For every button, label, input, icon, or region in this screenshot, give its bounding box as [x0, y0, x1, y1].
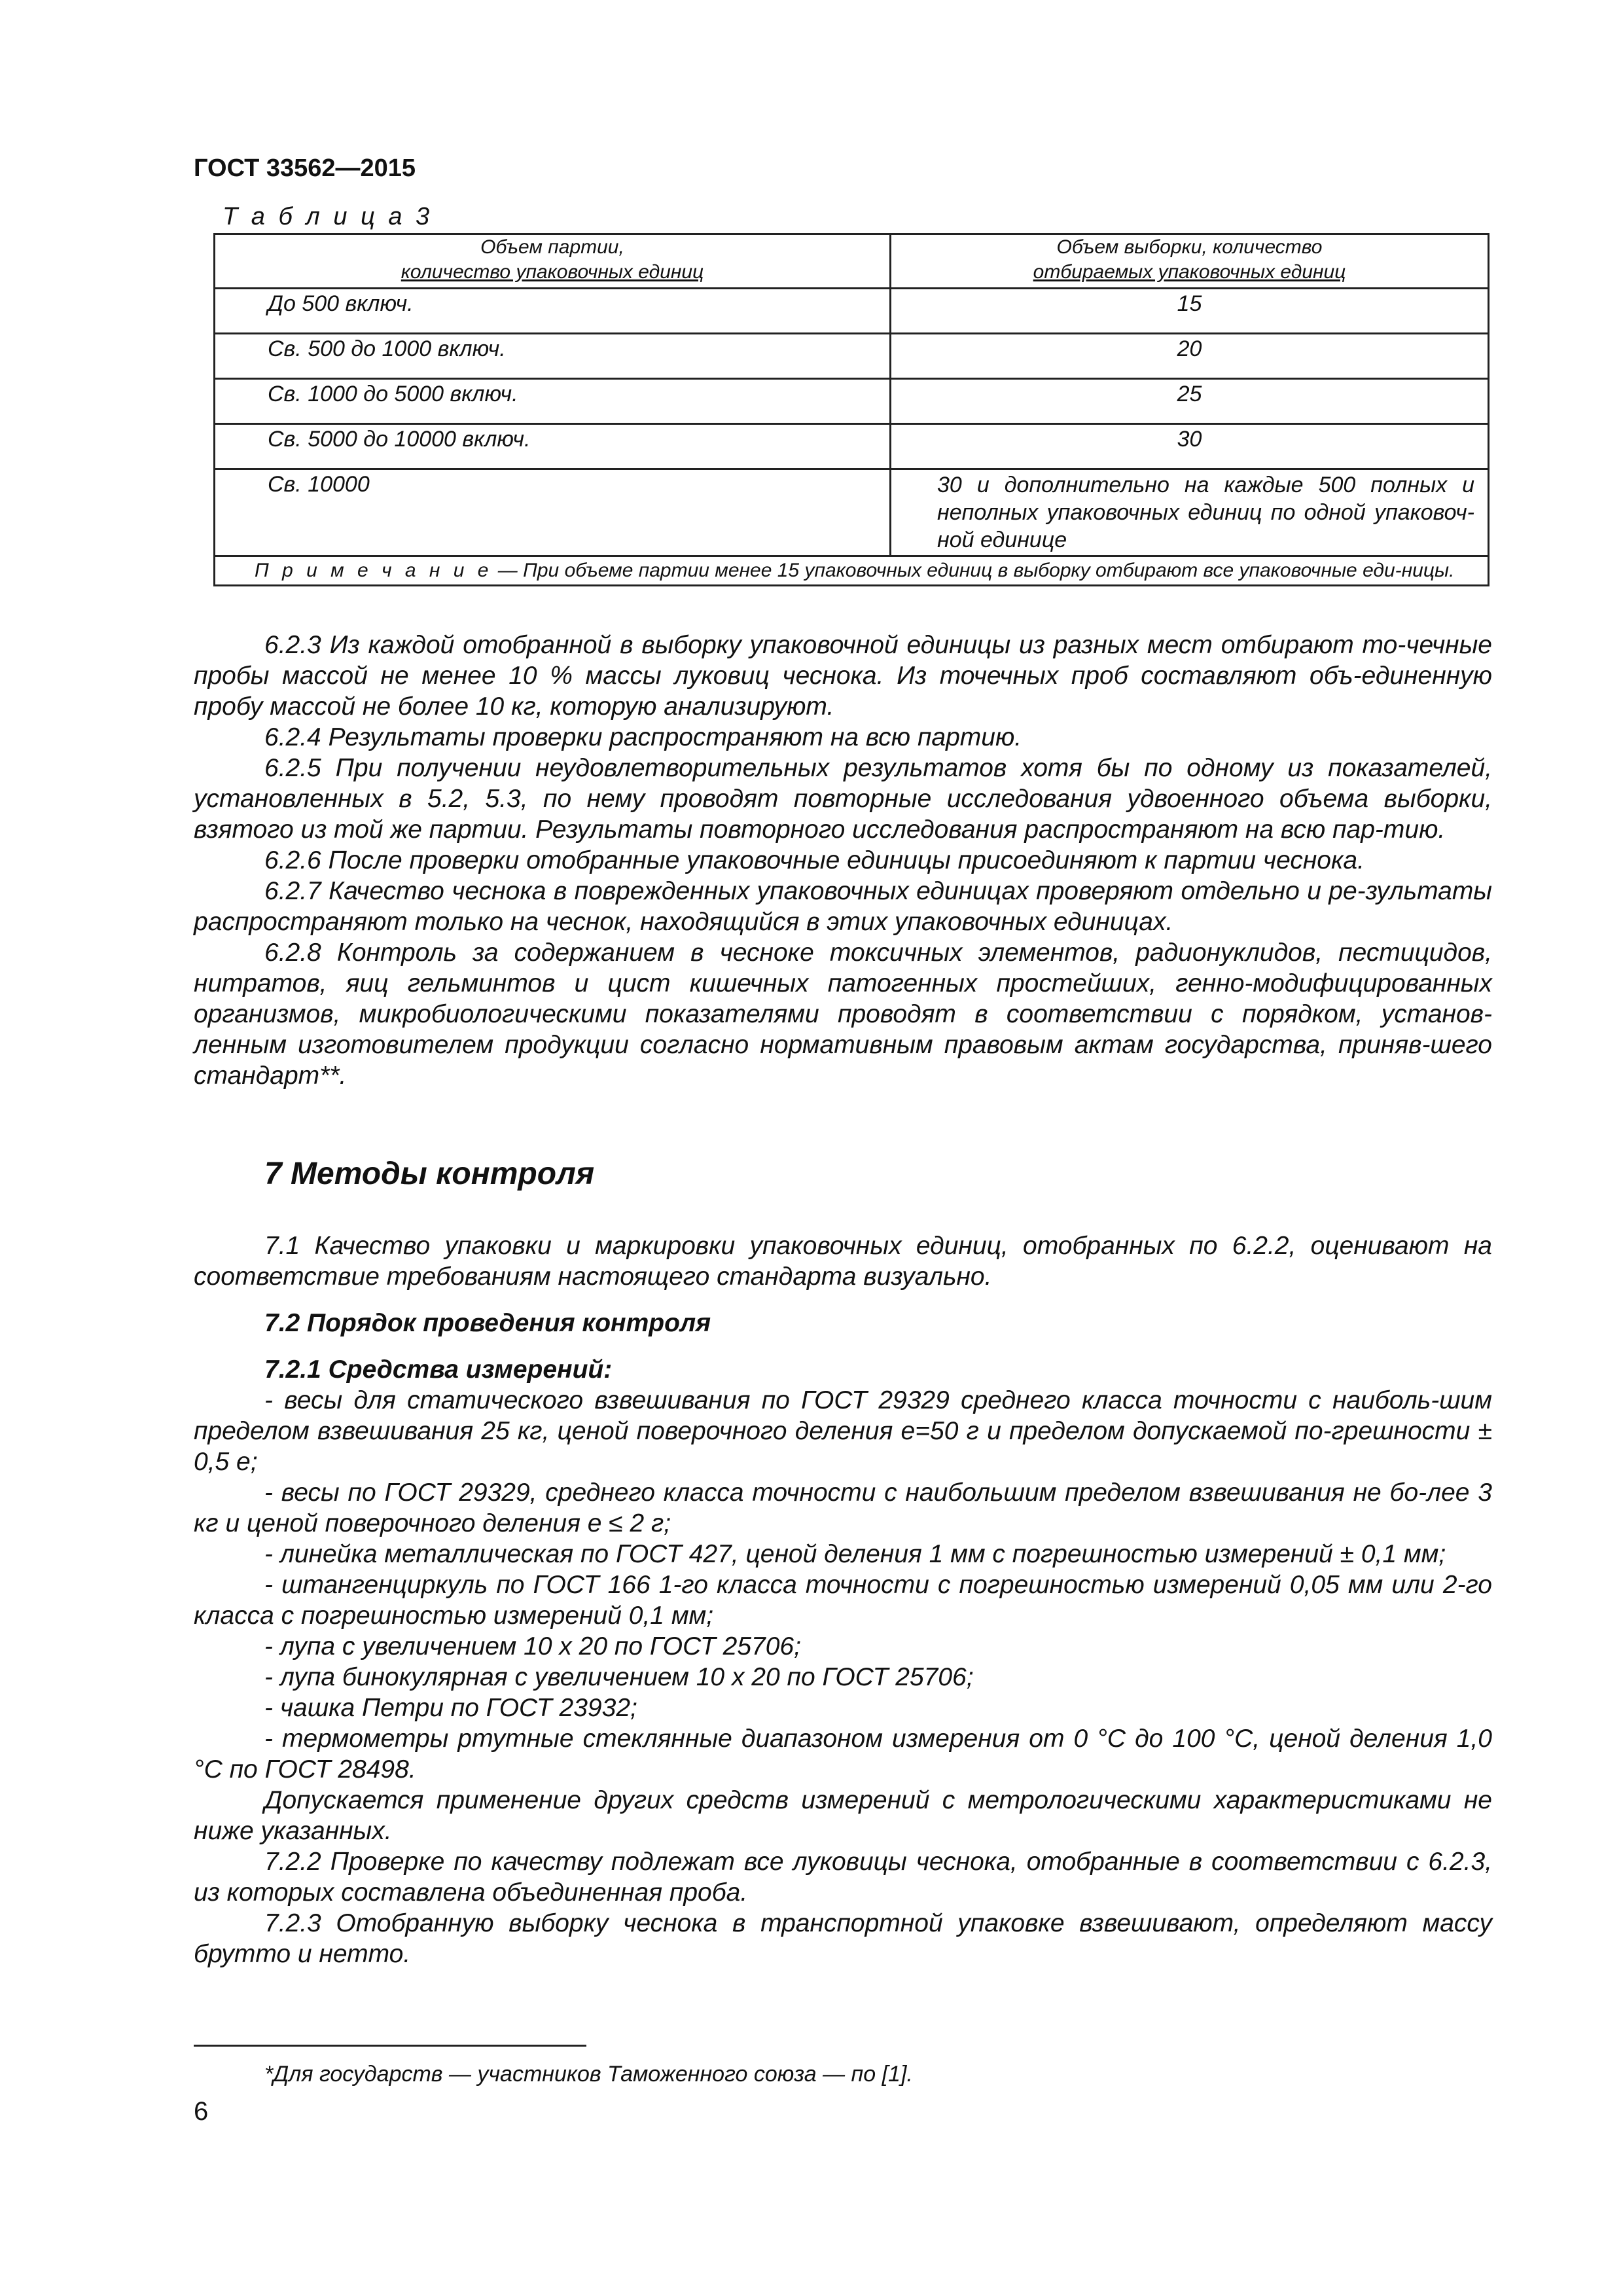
paragraph-6-2-6: 6.2.6 После проверки отобранные упаковочные единицы присоединяют к партии чеснока.	[264, 846, 1364, 874]
table-note-row	[215, 556, 1489, 586]
paragraph-6-2-5: 6.2.5 При получении неудовлетворительных результатов хотя бы по одному из показателей, установленных в 5.2, 5.3, по нему проводят повторные исследования удвоенного объема выборки, взятого из той же партии. Результаты повторного исследования распространяют на всю пар-тию.	[194, 754, 1492, 844]
table-row	[215, 469, 1489, 556]
list-item: - термометры ртутные стеклянные диапазоном измерения от 0 °С до 100 °С, ценой деления 1,0 °С по ГОСТ 28498.	[194, 1725, 1492, 1784]
note-text: — При объеме партии менее 15 упаковочных единиц в выборку отбирают все упаковочные еди-ницы.	[492, 560, 1455, 581]
paragraph-7-1: 7.1 Качество упаковки и маркировки упаковочных единиц, отобранных по 6.2.2, оценивают на соответствие требованиям настоящего стандарта визуально.	[194, 1232, 1492, 1291]
lot-cell: Св. 1000 до 5000 включ.	[215, 379, 891, 424]
page-number: 6	[194, 2097, 209, 2126]
table-header-row	[215, 234, 1489, 289]
paragraph-7-2-3: 7.2.3 Отобранную выборку чеснока в транспортной упаковке взвешивают, определяют массу брутто и нетто.	[194, 1909, 1492, 1968]
note-label: П р и м е ч а н и е	[255, 560, 493, 581]
paragraph-6-2-8: 6.2.8 Контроль за содержанием в чесноке токсичных элементов, радионуклидов, пестицидов, нитратов, яиц гельминтов и цист кишечных патогенных простейших, генно-модифицированных организмов, микробиологическими показателями проводят в соответствии с порядком, установ-ленным изготовителем продукции согласно нормативным правовым актам государства, приняв-шего стандарт**.	[194, 939, 1492, 1090]
lot-cell: До 500 включ.	[215, 289, 891, 334]
column-header-lot-line2: количество упаковочных единиц	[401, 261, 704, 283]
footnote-divider	[194, 2045, 586, 2047]
section-6-paragraphs	[194, 630, 1492, 1091]
column-header-sample	[891, 234, 1489, 289]
sample-cell: 20	[891, 334, 1489, 379]
paragraph-allowed: Допускается применение других средств измерений с метрологическими характеристиками не ниже указанных.	[194, 1786, 1492, 1845]
list-item: - лупа бинокулярная с увеличением 10 х 20 по ГОСТ 25706;	[264, 1663, 974, 1691]
list-item: - весы для статического взвешивания по ГОСТ 29329 среднего класса точности с наиболь-шим пределом взвешивания 25 кг, ценой поверочного деления е=50 г и пределом допускаемой по-грешности ± 0,5 е;	[194, 1386, 1492, 1476]
list-item: - штангенциркуль по ГОСТ 166 1-го класса точности с погрешностью измерений 0,05 мм или 2-го класса с погрешностью измерений 0,1 мм;	[194, 1571, 1492, 1630]
column-header-sample-line2: отбираемых упаковочных единиц	[1033, 261, 1346, 283]
sample-cell: 30	[891, 424, 1489, 469]
paragraph-6-2-4: 6.2.4 Результаты проверки распространяют на всю партию.	[264, 723, 1022, 751]
table-note	[215, 556, 1489, 586]
lot-cell: Св. 10000	[215, 469, 891, 556]
subheading-7-2: 7.2 Порядок проведения контроля	[264, 1309, 711, 1337]
paragraph-6-2-3: 6.2.3 Из каждой отобранной в выборку упаковочной единицы из разных мест отбирают то-чечные пробы массой не менее 10 % массы луковиц чеснока. Из точечных проб составляют объ-единенную пробу массой не более 10 кг, которую анализируют.	[194, 631, 1492, 721]
sample-cell: 30 и дополнительно на каждые 500 полных и неполных упаковочных единиц по одной упаковоч-ной единице	[891, 469, 1489, 556]
list-item: - линейка металлическая по ГОСТ 427, ценой деления 1 мм с погрешностью измерений ± 0,1 мм;	[264, 1540, 1446, 1568]
column-header-sample-line1: Объем выборки, количество	[1056, 236, 1323, 258]
list-item: - весы по ГОСТ 29329, среднего класса точности с наибольшим пределом взвешивания не бо-лее 3 кг и ценой поверочного деления е ≤ 2 г;	[194, 1479, 1492, 1537]
table-row	[215, 289, 1489, 334]
section-7-title: 7 Методы контроля	[264, 1157, 595, 1191]
list-item: - лупа с увеличением 10 х 20 по ГОСТ 25706;	[264, 1632, 801, 1660]
subheading-7-2-1: 7.2.1 Средства измерений:	[264, 1355, 613, 1384]
lot-cell: Св. 5000 до 10000 включ.	[215, 424, 891, 469]
table-row	[215, 334, 1489, 379]
footnote: *Для государств — участников Таможенного союза — по [1].	[264, 2062, 913, 2087]
table-caption: Т а б л и ц а 3	[223, 203, 433, 230]
sample-cell: 15	[891, 289, 1489, 334]
section-7-body	[194, 1230, 1492, 1969]
column-header-lot-line1: Объем партии,	[480, 236, 624, 258]
sample-cell: 25	[891, 379, 1489, 424]
table-row	[215, 379, 1489, 424]
standard-header: ГОСТ 33562—2015	[194, 154, 416, 182]
column-header-lot	[215, 234, 891, 289]
paragraph-7-2-2: 7.2.2 Проверке по качеству подлежат все луковицы чеснока, отобранные в соответствии с 6.2.3, из которых составлена объединенная проба.	[194, 1848, 1492, 1907]
lot-cell: Св. 500 до 1000 включ.	[215, 334, 891, 379]
paragraph-6-2-7: 6.2.7 Качество чеснока в поврежденных упаковочных единицах проверяют отдельно и ре-зультаты распространяют только на чеснок, находящийся в этих упаковочных единицах.	[194, 877, 1492, 936]
table-row	[215, 424, 1489, 469]
list-item: - чашка Петри по ГОСТ 23932;	[264, 1694, 637, 1722]
sampling-table	[213, 233, 1489, 586]
